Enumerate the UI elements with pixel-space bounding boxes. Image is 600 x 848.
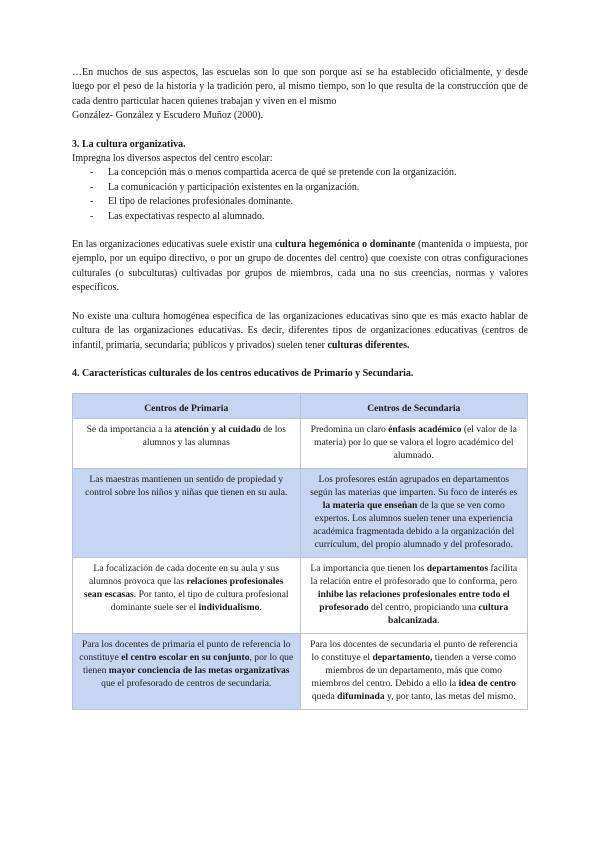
- homogeneous-culture-paragraph: [72, 310, 528, 353]
- bold-run: culturas diferentes.: [327, 339, 410, 351]
- cell-secundaria: [300, 469, 528, 558]
- table-row: [73, 558, 528, 634]
- text-run: No existe una cultura homogénea específica de las organizaciones educativas sino que es más exacto hablar de cultura de las organizaciones educativas. Es decir, diferentes tipos de organizaciones educativas (centros de infantil, primaria, secundaria; públicos y privados) suelen tener: [72, 310, 528, 351]
- text-run: y, por tanto, las metas del mismo.: [384, 691, 516, 703]
- header-secundaria: Centros de Secundaria: [300, 394, 528, 419]
- cell-secundaria: [300, 558, 528, 634]
- section-4-heading: 4. Características culturales de los centros educativos de Primario y Secundaria.: [72, 367, 414, 379]
- bold-run: difuminada: [337, 691, 385, 703]
- bold-run: el centro escolar en su conjunto: [121, 652, 250, 664]
- culture-aspects-list: [72, 166, 528, 224]
- list-item: - La concepción más o menos compartida acerca de qué se pretende con la organización.: [72, 166, 528, 180]
- bold-run: departamentos: [426, 563, 489, 575]
- text-run: Predomina un claro: [310, 424, 389, 436]
- text-run: (mantenida o impuesta, por ejemplo, por un equipo directivo, o por un grupo de docentes del centro) que coexiste con otras configuraciones culturales (o subculturas) cultivadas por grupos de miembros, cada una no sus creencias, normas y valores específicos.: [72, 239, 529, 294]
- text-run: La importancia que tienen los: [310, 563, 427, 575]
- text-run: .: [259, 602, 262, 614]
- bold-run: énfasis académico: [388, 424, 462, 436]
- bold-run: idea de centro: [458, 678, 516, 690]
- bold-run: la materia que enseñan: [322, 500, 418, 512]
- cell-primaria: [73, 634, 301, 710]
- bold-run: cultura balcanizada: [388, 602, 509, 627]
- section-3-lead: Impregna los diversos aspectos del centro escolar:: [72, 153, 273, 165]
- text-run: tienden a verse como miembros de un departamento, más que como miembros del centro. Debido a ello la: [311, 652, 517, 690]
- list-item: - Las expectativas respecto al alumnado.: [72, 210, 528, 224]
- table-header-row: [73, 394, 528, 419]
- text-run: queda: [311, 691, 338, 703]
- text-run: La focalización de cada docente en su aula y sus alumnos provoca que las: [89, 563, 280, 588]
- intro-quote: [72, 66, 528, 109]
- text-run: de la que se ven como expertos. Los alumnos suelen tener una experiencia académica fragmentada debido a la organización del currículum, del propio alumnado y del profesorado.: [313, 500, 515, 551]
- text-run: del centro, propiciando una: [368, 602, 479, 614]
- text-run: facilita la relación entre el profesorado que lo conforma, pero: [310, 563, 518, 588]
- text-run: (el valor de la materia) por lo que se valora el logro académico del alumnado.: [313, 424, 517, 462]
- cell-primaria: [73, 419, 301, 469]
- text-run: que el profesorado de centros de secundaria.: [101, 678, 272, 690]
- bold-run: relaciones profesionales sean escasas: [83, 576, 284, 601]
- header-primaria: Centros de Primaria: [73, 394, 301, 419]
- text-run: , por lo que tienen: [82, 652, 294, 677]
- cell-secundaria: [300, 419, 528, 469]
- bold-run: individualismo: [198, 602, 260, 614]
- text-run: Se da importancia a la: [86, 424, 175, 436]
- cell-secundaria: [300, 634, 528, 710]
- table-row: [73, 419, 528, 469]
- text-run: Las maestras mantienen un sentido de propiedad y control sobre los niños y niñas que tienen en su aula.: [85, 474, 288, 499]
- cell-primaria: [73, 558, 301, 634]
- table-row: [73, 469, 528, 558]
- bold-run: cultura hegemónica o dominante: [275, 239, 416, 251]
- comparison-table: [72, 393, 528, 710]
- bold-run: mayor conciencia de las metas organizativas: [108, 665, 290, 677]
- text-run: Para los docentes de primaria el punto de referencia lo constituye: [79, 639, 291, 664]
- intro-citation: González- González y Escudero Muñoz (2000).: [72, 110, 264, 122]
- text-run: . Por tanto, el tipo de cultura profesional dominante suele ser el: [110, 589, 289, 614]
- list-item: - El tipo de relaciones profesionales dominante.: [72, 195, 528, 209]
- text-run: de los alumnos y las alumnas: [142, 424, 286, 449]
- bold-run: departamento,: [372, 652, 433, 664]
- text-run: En las organizaciones educativas suele existir una: [72, 239, 276, 251]
- section-3-heading: 3. La cultura organizativa.: [72, 138, 186, 150]
- bold-run: atención y al cuidado: [174, 424, 261, 436]
- table-row: [73, 634, 528, 710]
- intro-quote-text: …En muchos de sus aspectos, las escuelas son lo que son porque así se ha establecido oficialmente, y desde luego por el peso de la historia y la tradición pero, al mismo tiempo, son lo que resulta de la construcción que de cada dentro particular hacen quienes trabajan y viven en el mismo: [72, 67, 528, 107]
- text-run: Para los docentes de secundaria el punto de referencia lo constituye el: [310, 639, 518, 664]
- text-run: Los profesores están agrupados en departamentos según las materias que imparten. Su foco de interés es: [310, 474, 518, 499]
- list-item: - La comunicación y participación existentes en la organización.: [72, 181, 528, 195]
- hegemonic-culture-paragraph: [72, 238, 528, 296]
- cell-primaria: [73, 469, 301, 558]
- text-run: .: [437, 615, 440, 627]
- bold-run: inhibe las relaciones profesionales entre todo el profesorado: [317, 589, 510, 614]
- document-body: [72, 66, 528, 710]
